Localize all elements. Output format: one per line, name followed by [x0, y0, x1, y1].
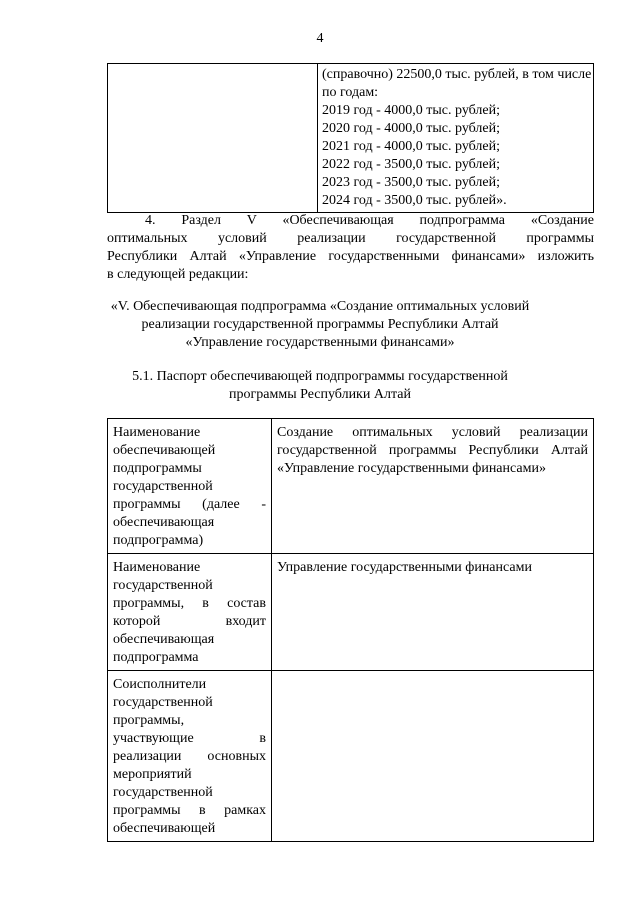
funding-line: 2023 год - 3500,0 тыс. рублей;	[322, 175, 501, 190]
label-line: программы, в состав	[113, 596, 266, 611]
value-line: Создание оптимальных условий реализации	[277, 425, 588, 440]
section-title-line: реализации государственной программы Республики Алтай	[141, 317, 499, 332]
funding-line: 2024 год - 3500,0 тыс. рублей».	[322, 193, 507, 208]
amendment-paragraph	[107, 212, 594, 284]
funding-line: 2021 год - 4000,0 тыс. рублей;	[322, 139, 501, 154]
table-cell-funding	[318, 64, 594, 213]
paragraph-line: Республики Алтай «Управление государственными финансами» изложить	[107, 249, 594, 264]
funding-line: (справочно) 22500,0 тыс. рублей, в том числе	[322, 67, 592, 82]
label-line: которой входит	[113, 614, 266, 629]
label-line: государственной	[113, 785, 213, 800]
row-label-cell	[108, 554, 272, 671]
table-row	[108, 419, 594, 554]
section-title-line: «V. Обеспечивающая подпрограмма «Создание оптимальных условий	[110, 299, 530, 314]
label-line: Соисполнители	[113, 677, 207, 692]
label-line: Наименование	[113, 560, 201, 575]
value-line: государственной программы Республики Алтай	[277, 443, 588, 458]
label-line: реализации основных	[113, 749, 266, 764]
passport-title-line: 5.1. Паспорт обеспечивающей подпрограммы государственной	[132, 369, 508, 384]
label-line: программы,	[113, 713, 185, 728]
page-number: 4	[316, 31, 324, 46]
funding-line: 2020 год - 4000,0 тыс. рублей;	[322, 121, 501, 136]
label-line: участвующие в	[113, 731, 266, 746]
label-line: обеспечивающая	[113, 632, 215, 647]
label-line: государственной	[113, 578, 213, 593]
label-line: обеспечивающая	[113, 515, 215, 530]
passport-table	[107, 418, 594, 842]
passport-title-line: программы Республики Алтай	[229, 387, 411, 402]
label-line: подпрограмма	[113, 650, 199, 665]
table-cell-empty	[108, 64, 318, 213]
label-line: программы в рамках	[113, 803, 266, 818]
table-row	[108, 64, 594, 213]
row-value-cell	[272, 554, 594, 671]
paragraph-line: оптимальных условий реализации государственной программы	[107, 231, 594, 246]
label-line: государственной	[113, 479, 213, 494]
funding-line: 2019 год - 4000,0 тыс. рублей;	[322, 103, 501, 118]
label-line: государственной	[113, 695, 213, 710]
table-row	[108, 671, 594, 842]
funding-table	[107, 63, 594, 213]
funding-line: по годам:	[322, 85, 379, 100]
row-value-cell	[272, 419, 594, 554]
label-line: Наименование	[113, 425, 201, 440]
row-label-cell	[108, 671, 272, 842]
funding-line: 2022 год - 3500,0 тыс. рублей;	[322, 157, 501, 172]
row-label-cell	[108, 419, 272, 554]
label-line: мероприятий	[113, 767, 192, 782]
paragraph-line: в следующей редакции:	[107, 267, 249, 282]
row-value-cell-empty	[272, 671, 594, 842]
paragraph-line: 4. Раздел V «Обеспечивающая подпрограмма «Создание	[145, 213, 594, 228]
section-title-line: «Управление государственными финансами»	[185, 335, 455, 350]
value-line: «Управление государственными финансами»	[277, 461, 546, 476]
value-line: Управление государственными финансами	[277, 560, 532, 575]
label-line: обеспечивающей	[113, 443, 216, 458]
section-title	[0, 298, 640, 352]
label-line: программы (далее -	[113, 497, 266, 512]
label-line: подпрограмма)	[113, 533, 204, 548]
label-line: обеспечивающей	[113, 821, 216, 836]
passport-title	[0, 368, 640, 404]
table-row	[108, 554, 594, 671]
label-line: подпрограммы	[113, 461, 202, 476]
